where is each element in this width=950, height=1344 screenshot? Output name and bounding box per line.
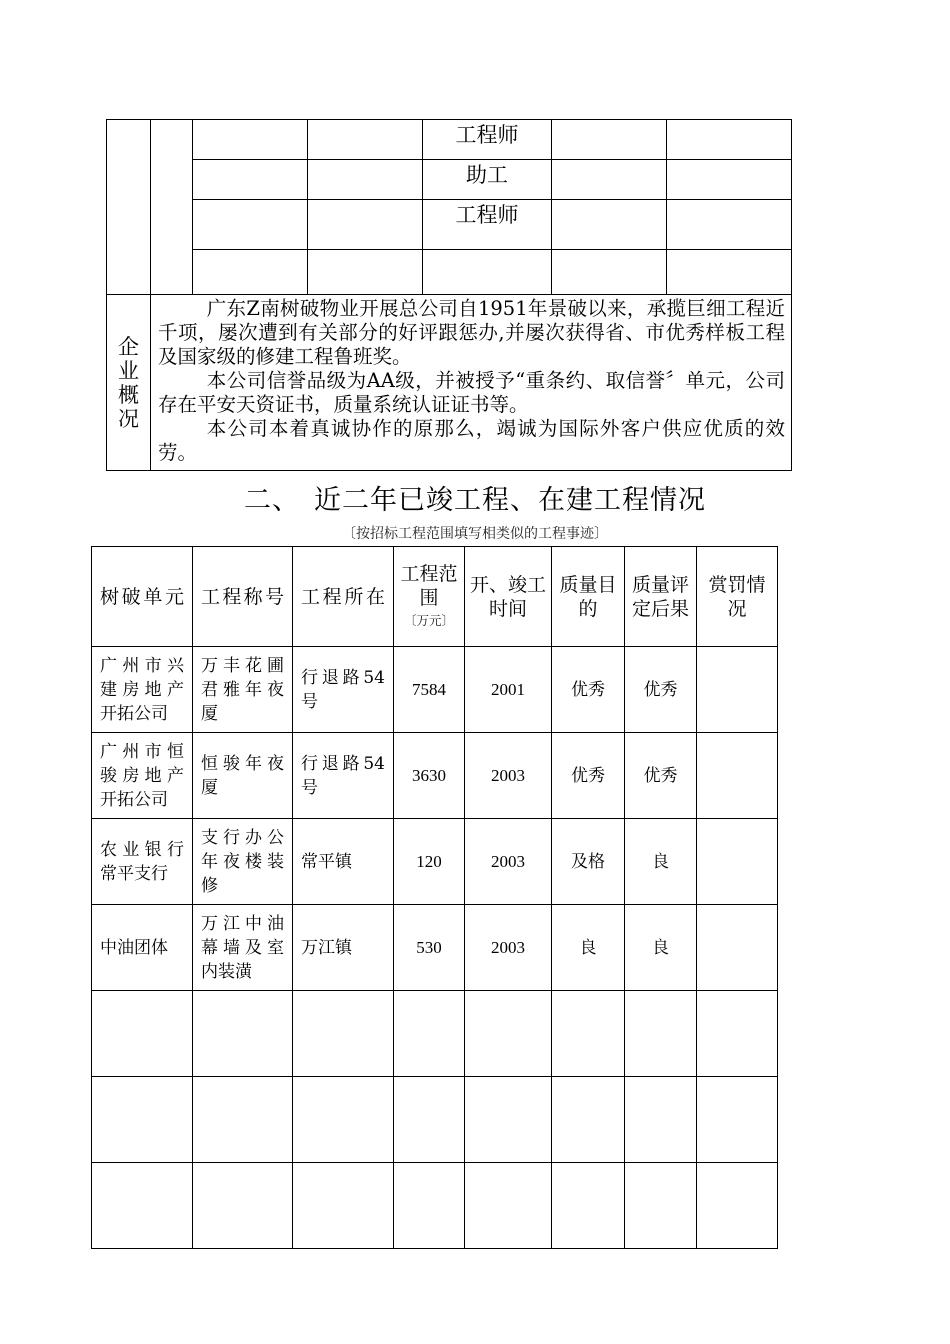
header-location: 工程所在 <box>293 547 394 647</box>
cell-unit: 农业银行常平支行 <box>92 819 193 905</box>
staff-cell <box>193 160 308 200</box>
section-heading <box>0 478 950 517</box>
cell-scope <box>394 1077 465 1163</box>
staff-cell <box>308 120 423 160</box>
cell-location <box>293 1163 394 1249</box>
staff-cell <box>667 160 792 200</box>
staff-cell <box>193 250 308 295</box>
cell-quality-result <box>625 1163 697 1249</box>
cell-quality-result: 良 <box>625 819 697 905</box>
cell-rewards <box>697 905 778 991</box>
profile-label-char: 业 <box>118 358 139 383</box>
cell-scope: 7584 <box>394 647 465 733</box>
cell-name <box>193 1163 293 1249</box>
staff-group-cell <box>107 120 151 295</box>
staff-title-cell: 助工 <box>423 160 552 200</box>
staff-cell <box>552 200 667 250</box>
table-row <box>92 819 778 905</box>
section-subnote: 〔按招标工程范围填写相类似的工程事迹〕 <box>342 526 608 542</box>
header-name: 工程称号 <box>193 547 293 647</box>
project-rows <box>92 647 778 1249</box>
cell-quality-target <box>552 991 625 1077</box>
table-row <box>92 905 778 991</box>
cell-year <box>465 1163 552 1249</box>
cell-quality-target <box>552 1163 625 1249</box>
table-row <box>92 1163 778 1249</box>
staff-row <box>107 200 792 250</box>
cell-scope: 120 <box>394 819 465 905</box>
header-rewards: 赏罚情况 <box>697 547 778 647</box>
cell-rewards <box>697 647 778 733</box>
staff-cell <box>667 200 792 250</box>
cell-scope <box>394 1163 465 1249</box>
cell-name <box>193 991 293 1077</box>
cell-unit: 中油团体 <box>92 905 193 991</box>
cell-unit <box>92 991 193 1077</box>
header-row <box>92 547 778 647</box>
header-unit: 树破单元 <box>92 547 193 647</box>
cell-name: 万丰花圃君雅年夜厦 <box>193 647 293 733</box>
cell-rewards <box>697 1077 778 1163</box>
cell-name: 恒骏年夜厦 <box>193 733 293 819</box>
table-row <box>92 647 778 733</box>
table-row <box>92 733 778 819</box>
header-quality-target: 质量目的 <box>552 547 625 647</box>
staff-row <box>107 250 792 295</box>
cell-quality-result <box>625 1077 697 1163</box>
cell-year: 2003 <box>465 733 552 819</box>
cell-location: 行退路54号 <box>293 733 394 819</box>
staff-row <box>107 120 792 160</box>
cell-scope <box>394 991 465 1077</box>
cell-location: 万江镇 <box>293 905 394 991</box>
section-number: 二、 <box>244 485 300 516</box>
staff-title-cell <box>423 250 552 295</box>
profile-paragraph: 广东Z南树破物业开展总公司自1951年景破以来，承揽巨细工程近千项，屡次遭到有关部分的好评跟惩办,并屡次获得省、市优秀样板工程及国家级的修建工程鲁班奖。 <box>158 297 785 368</box>
staff-cell <box>308 250 423 295</box>
header-scope-unit: 〔万元〕 <box>403 612 454 628</box>
staff-cell <box>667 250 792 295</box>
projects-table <box>91 546 778 1249</box>
profile-paragraph: 本公司信誉品级为AA级，并被授予“重条约、取信誉〞单元，公司存在平安天资证书，质量系统认证证书等。 <box>158 369 785 416</box>
cell-year: 2003 <box>465 819 552 905</box>
profile-paragraph: 本公司本着真诚协作的原那么，竭诚为国际外客户供应优质的效劳。 <box>158 417 785 464</box>
cell-year <box>465 991 552 1077</box>
staff-cell <box>193 200 308 250</box>
cell-location <box>293 991 394 1077</box>
table-row <box>92 1077 778 1163</box>
cell-unit <box>92 1163 193 1249</box>
profile-label-char: 况 <box>118 406 139 431</box>
staff-cell <box>308 160 423 200</box>
cell-quality-result: 优秀 <box>625 733 697 819</box>
cell-year: 2001 <box>465 647 552 733</box>
staff-cell <box>552 120 667 160</box>
cell-rewards <box>697 991 778 1077</box>
profile-label-char: 概 <box>118 382 139 407</box>
staff-cell <box>552 250 667 295</box>
table-row <box>92 991 778 1077</box>
cell-quality-target <box>552 1077 625 1163</box>
cell-unit <box>92 1077 193 1163</box>
cell-rewards <box>697 1163 778 1249</box>
cell-quality-target: 优秀 <box>552 647 625 733</box>
cell-location: 常平镇 <box>293 819 394 905</box>
staff-cell <box>667 120 792 160</box>
cell-quality-result: 良 <box>625 905 697 991</box>
cell-quality-result: 优秀 <box>625 647 697 733</box>
staff-and-profile-table <box>106 119 792 471</box>
cell-name: 万江中油幕墙及室内装潢 <box>193 905 293 991</box>
section-title: 近二年已竣工程、在建工程情况 <box>314 485 706 516</box>
cell-unit: 广州市恒骏房地产开拓公司 <box>92 733 193 819</box>
cell-scope: 3630 <box>394 733 465 819</box>
cell-name <box>193 1077 293 1163</box>
cell-rewards <box>697 819 778 905</box>
staff-cell <box>552 160 667 200</box>
profile-label-cell <box>107 295 151 471</box>
cell-rewards <box>697 733 778 819</box>
header-scope <box>394 547 465 647</box>
header-scope-main: 工程范围 <box>400 562 458 609</box>
profile-label-char: 企 <box>118 334 139 359</box>
staff-title-cell: 工程师 <box>423 200 552 250</box>
cell-scope: 530 <box>394 905 465 991</box>
cell-quality-target: 及格 <box>552 819 625 905</box>
cell-unit: 广州市兴建房地产开拓公司 <box>92 647 193 733</box>
staff-cell <box>193 120 308 160</box>
cell-year <box>465 1077 552 1163</box>
cell-year: 2003 <box>465 905 552 991</box>
cell-quality-target: 良 <box>552 905 625 991</box>
profile-text-cell <box>151 295 792 471</box>
header-quality-result: 质量评定后果 <box>625 547 697 647</box>
cell-location <box>293 1077 394 1163</box>
profile-row <box>107 295 792 471</box>
cell-quality-result <box>625 991 697 1077</box>
staff-title-cell: 工程师 <box>423 120 552 160</box>
cell-name: 支行办公年夜楼装修 <box>193 819 293 905</box>
staff-subgroup-cell <box>151 120 193 295</box>
staff-cell <box>308 200 423 250</box>
cell-location: 行退路54号 <box>293 647 394 733</box>
staff-row <box>107 160 792 200</box>
header-time: 开、竣工时间 <box>465 547 552 647</box>
cell-quality-target: 优秀 <box>552 733 625 819</box>
